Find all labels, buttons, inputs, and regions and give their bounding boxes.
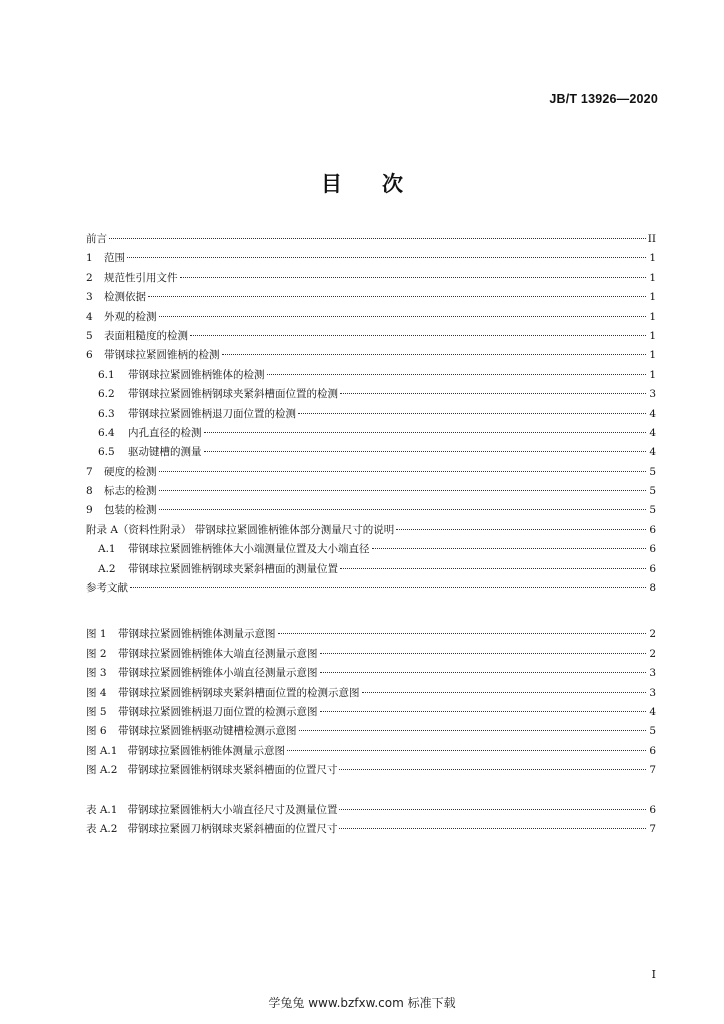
dot-leader [159,316,647,317]
figure-entry-number: 图 1 [86,628,107,641]
toc-entry-page: 1 [649,310,656,323]
figure-entry-page: 3 [649,667,656,680]
toc-entry-page: 4 [649,426,656,439]
toc-entry-page: 4 [649,407,656,420]
toc-entry[interactable] [86,501,656,520]
figure-entry-number: 图 2 [86,647,107,660]
figure-entry-title: 带钢球拉紧圆锥柄退刀面位置的检测示意图 [118,705,318,718]
dot-leader [180,277,647,278]
toc-entry-number: 9 [86,504,93,517]
figure-entry[interactable] [86,761,656,780]
toc-tables [86,801,656,840]
dot-leader [204,432,647,433]
figure-entry-number: 图 A.2 [86,764,118,777]
figure-entry-title: 带钢球拉紧圆锥柄钢球夹紧斜槽面位置的检测示意图 [118,686,360,699]
toc-entry[interactable] [86,269,656,288]
toc-entry-number: 2 [86,271,93,284]
table-entry-title: 带钢球拉紧圆刀柄钢球夹紧斜槽面的位置尺寸 [127,822,338,835]
figure-entry-title: 带钢球拉紧圆锥柄钢球夹紧斜槽面的位置尺寸 [127,764,338,777]
toc-entry[interactable] [86,308,656,327]
toc-entry-number: A.1 [98,543,116,556]
toc-entry[interactable] [86,249,656,268]
toc-entry-page: 6 [649,543,656,556]
toc-entry-title: 带钢球拉紧圆锥柄钢球夹紧斜槽面位置的检测 [128,388,338,401]
figure-entry[interactable] [86,722,656,741]
toc-entry-page: 8 [649,582,656,595]
figure-entry-page: 7 [649,764,656,777]
figure-entry-page: 6 [649,744,656,757]
dot-leader [130,587,646,588]
toc-entry-number: 6.3 [98,407,115,420]
toc-entry-page: 1 [649,271,656,284]
toc-entry-page: 4 [649,446,656,459]
dot-leader [362,692,647,693]
dot-leader [109,238,646,239]
dot-leader [339,769,646,770]
toc-entry-title: 包装的检测 [104,504,157,517]
figure-entry-title: 带钢球拉紧圆锥柄锥体测量示意图 [127,744,285,757]
dot-leader [148,296,646,297]
figure-entry-number: 图 6 [86,725,107,738]
toc-entry-page: 1 [649,252,656,265]
dot-leader [396,529,646,530]
figure-entry-title: 带钢球拉紧圆锥柄锥体小端直径测量示意图 [118,667,318,680]
toc-entry[interactable] [86,424,656,443]
toc-entry[interactable] [86,521,656,540]
toc-entry[interactable] [86,463,656,482]
toc-entry-title: 规范性引用文件 [104,271,178,284]
toc-entry[interactable] [86,385,656,404]
dot-leader [222,354,647,355]
toc-entry-number: 6.4 [98,426,115,439]
toc-entry-number: 5 [86,329,93,342]
toc-entry-number: 8 [86,485,93,498]
table-entry-number: 表 A.1 [86,803,118,816]
toc-figures [86,625,656,780]
toc-entry[interactable] [86,482,656,501]
toc-entry-page: 1 [649,368,656,381]
figure-entry-page: 5 [649,725,656,738]
dot-leader [340,568,646,569]
figure-entry[interactable] [86,703,656,722]
dot-leader [339,828,646,829]
toc-entry-page: 1 [649,329,656,342]
dot-leader [127,257,646,258]
dot-leader [204,451,647,452]
toc-entry-title: 硬度的检测 [104,465,157,478]
toc-entry-number: 6.2 [98,388,115,401]
toc-entry-title: 带钢球拉紧圆锥柄锥体大小端测量位置及大小端直径 [128,543,370,556]
figure-entry-number: 图 3 [86,667,107,680]
table-entry-page: 7 [649,822,656,835]
toc-entry-title: 带钢球拉紧圆锥柄退刀面位置的检测 [128,407,296,420]
figure-entry-page: 2 [649,628,656,641]
figure-entry[interactable] [86,625,656,644]
toc-entry-number: 4 [86,310,93,323]
toc-entry-title: 外观的检测 [104,310,157,323]
toc-entry-page: 6 [649,523,656,536]
toc-entry[interactable] [86,230,656,249]
toc-entry[interactable] [86,540,656,559]
toc-entry-title: 参考文献 [86,582,128,595]
figure-entry[interactable] [86,684,656,703]
table-entry[interactable] [86,801,656,820]
figure-entry-number: 图 A.1 [86,744,118,757]
toc-entry-title: 内孔直径的检测 [128,426,202,439]
dot-leader [320,672,647,673]
toc-entry[interactable] [86,579,656,598]
figure-entry-title: 带钢球拉紧圆锥柄锥体测量示意图 [118,628,276,641]
toc-entry-page: 1 [649,349,656,362]
dot-leader [278,633,647,634]
toc-entry[interactable] [86,405,656,424]
toc-entry-page: II [647,233,656,245]
toc-entry-number: 7 [86,465,93,478]
dot-leader [267,374,647,375]
dot-leader [190,335,646,336]
figure-entry-page: 2 [649,647,656,660]
toc-entry-title: 驱动键槽的测量 [128,446,202,459]
toc-entry-number: 6 [86,349,93,362]
toc-entry-number: 6.5 [98,446,115,459]
table-entry-title: 带钢球拉紧圆锥柄大小端直径尺寸及测量位置 [127,803,338,816]
page-title-part2: 次 [382,171,403,196]
figure-entry[interactable] [86,742,656,761]
toc-entry[interactable] [86,560,656,579]
dot-leader [159,509,647,510]
figure-entry-title: 带钢球拉紧圆锥柄锥体大端直径测量示意图 [118,647,318,660]
toc-entry-title: 带钢球拉紧圆锥柄的检测 [104,349,220,362]
page-title [0,168,724,198]
toc-entry-page: 5 [649,504,656,517]
toc-entry-title: 带钢球拉紧圆锥柄锥体的检测 [128,368,265,381]
figure-entry-number: 图 4 [86,686,107,699]
toc-entry-page: 3 [649,388,656,401]
toc-entry-title: 附录 A（资料性附录） 带钢球拉紧圆锥柄锥体部分测量尺寸的说明 [86,523,395,536]
toc-entry-title: 标志的检测 [104,485,157,498]
figure-entry-page: 3 [649,686,656,699]
toc-entry-title: 带钢球拉紧圆锥柄钢球夹紧斜槽面的测量位置 [128,562,338,575]
figure-entry[interactable] [86,645,656,664]
toc-entry[interactable] [86,346,656,365]
dot-leader [339,809,646,810]
dot-leader [299,730,647,731]
dot-leader [298,413,646,414]
toc-entry-title: 前言 [86,233,107,245]
figure-entry-title: 带钢球拉紧圆锥柄驱动键槽检测示意图 [118,725,297,738]
toc-sections [86,230,656,598]
table-entry-page: 6 [649,803,656,816]
toc-entry-number: A.2 [98,562,116,575]
toc-entry-page: 1 [649,291,656,304]
dot-leader [372,548,647,549]
toc-entry-number: 6.1 [98,368,115,381]
toc-entry-page: 6 [649,562,656,575]
toc-entry[interactable] [86,366,656,385]
dot-leader [159,471,647,472]
dot-leader [320,653,647,654]
table-entry[interactable] [86,820,656,839]
toc-entry-page: 5 [649,465,656,478]
page-number: I [651,968,656,981]
figure-entry-page: 4 [649,705,656,718]
toc-entry-number: 1 [86,252,93,265]
toc-entry[interactable] [86,288,656,307]
toc-entry[interactable] [86,443,656,462]
toc-entry-page: 5 [649,485,656,498]
table-of-contents [86,230,656,839]
dot-leader [287,750,646,751]
dot-leader [320,711,647,712]
document-code: JB/T 13926—2020 [549,92,658,106]
dot-leader [340,393,646,394]
figure-entry[interactable] [86,664,656,683]
watermark-text: 学兔兔 www.bzfxw.com 标准下载 [268,996,456,1010]
dot-leader [159,490,647,491]
toc-entry-title: 检测依据 [104,291,146,304]
toc-entry[interactable] [86,327,656,346]
toc-entry-title: 范围 [104,252,125,265]
toc-entry-title: 表面粗糙度的检测 [104,329,188,342]
page-title-part1: 目 [321,171,342,196]
table-entry-number: 表 A.2 [86,822,118,835]
figure-entry-number: 图 5 [86,705,107,718]
toc-entry-number: 3 [86,291,93,304]
